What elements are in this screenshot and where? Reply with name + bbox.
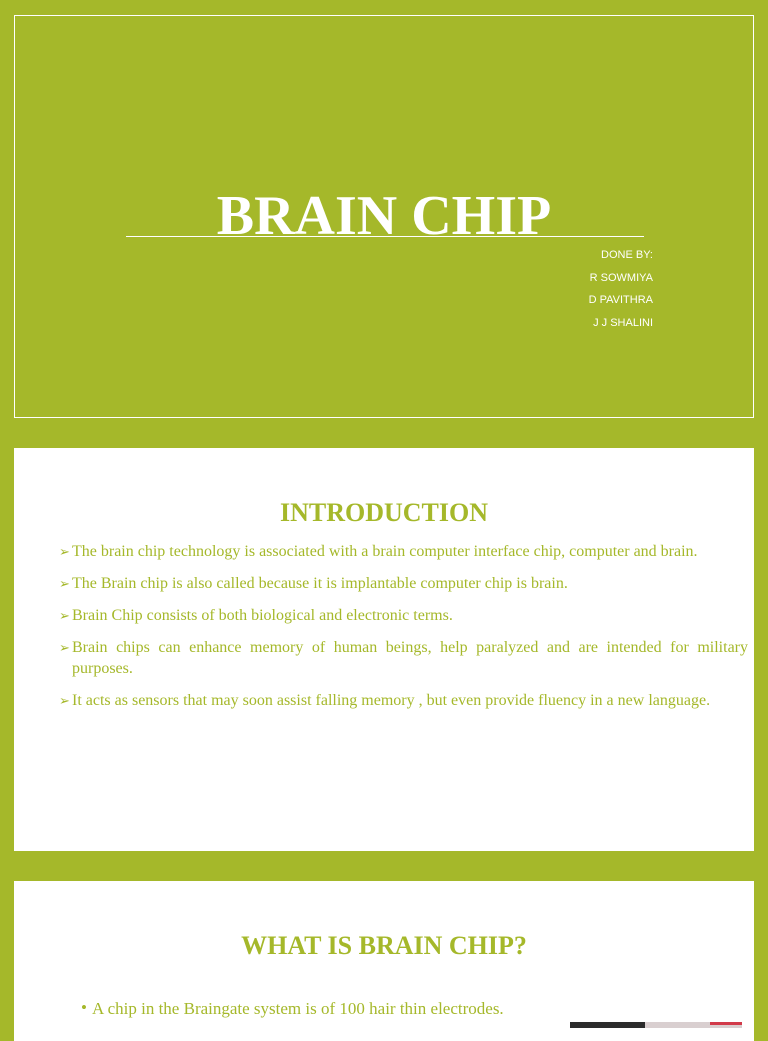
author-name: R SOWMIYA: [589, 271, 653, 284]
title-underline: [126, 236, 644, 237]
what-is-bullet-list: [81, 998, 504, 1020]
bullet-text: A chip in the Braingate system is of 100 hair thin electrodes.: [92, 999, 504, 1018]
list-item: [81, 998, 504, 1020]
introduction-heading: INTRODUCTION: [279, 498, 489, 527]
what-is-brain-chip-slide: [14, 881, 754, 1041]
author-name: D PAVITHRA: [588, 294, 653, 306]
title-slide: [14, 15, 754, 418]
arrow-bullet-icon: ➢: [59, 640, 70, 655]
list-item: [59, 690, 748, 711]
slide-title: BRAIN CHIP: [216, 185, 552, 247]
what-is-heading: WHAT IS BRAIN CHIP?: [241, 931, 527, 960]
list-item: [59, 573, 748, 594]
list-item: [59, 605, 748, 626]
introduction-slide: [14, 448, 754, 851]
arrow-bullet-icon: ➢: [59, 544, 70, 559]
list-item: [59, 637, 748, 679]
bullet-text: It acts as sensors that may soon assist falling memory , but even provide fluency in a new language.: [72, 692, 711, 709]
bullet-text: Brain chips can enhance memory of human beings, help paralyzed and are intended for military purposes.: [72, 639, 748, 677]
author-name: J J SHALINI: [593, 316, 653, 329]
arrow-bullet-icon: ➢: [59, 576, 70, 591]
list-item: [59, 541, 748, 562]
brain-chip-image: [570, 1022, 742, 1028]
arrow-bullet-icon: ➢: [59, 608, 70, 623]
bullet-text: Brain Chip consists of both biological and electronic terms.: [72, 607, 453, 624]
authors-block: [589, 248, 653, 338]
arrow-bullet-icon: ➢: [59, 693, 70, 708]
introduction-bullet-list: [59, 541, 748, 722]
bullet-text: The Brain chip is also called because it is implantable computer chip is brain.: [72, 575, 568, 592]
dot-bullet-icon: •: [81, 998, 87, 1017]
authors-label: DONE BY:: [601, 249, 653, 261]
bullet-text: The brain chip technology is associated with a brain computer interface chip, computer and brain.: [72, 543, 698, 560]
